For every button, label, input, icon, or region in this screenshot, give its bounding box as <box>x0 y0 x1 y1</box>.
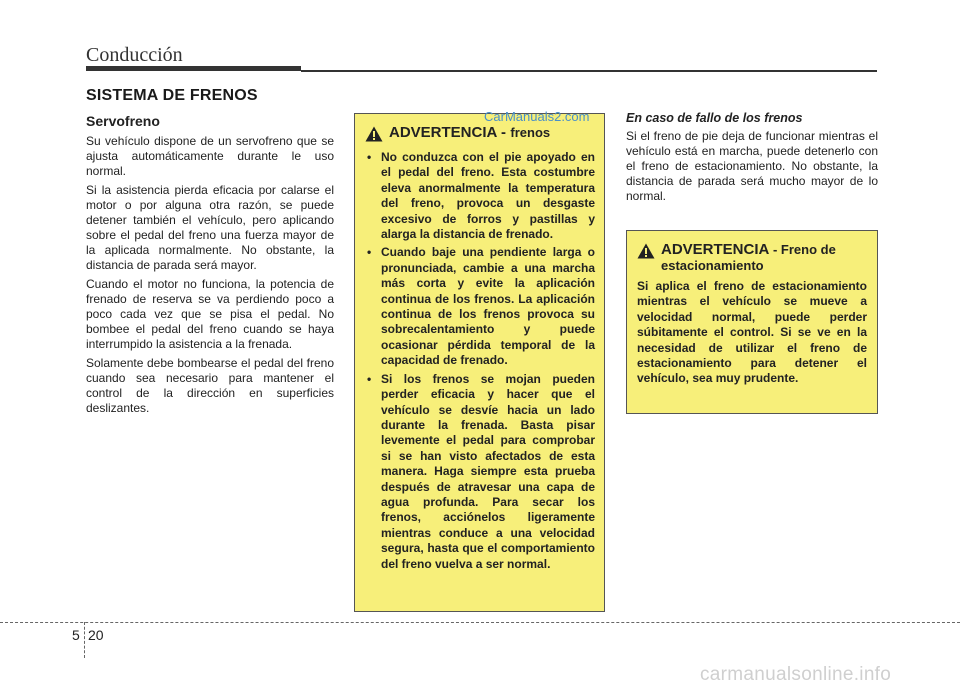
warning-header <box>637 241 867 259</box>
warning-box-frenos <box>354 113 605 612</box>
header-rule-thin <box>301 70 877 72</box>
servofreno-paragraph-2: Si la asistencia pierda eficacia por calarse el motor o por alguna otra razón, se puede detener también el vehículo, pero aplicando sobre el pedal del freno una fuerza mayor de la aplicada normalmente. No obstante, la distancia de parada será mayor. <box>86 183 334 272</box>
warning-box-freno-estacionamiento <box>626 230 878 414</box>
section-title: SISTEMA DE FRENOS <box>86 87 258 104</box>
header-rule-thick <box>86 66 301 71</box>
footer-divider <box>0 622 960 623</box>
footer-chapter-number: 5 <box>72 627 80 643</box>
servofreno-heading: Servofreno <box>86 113 160 129</box>
servofreno-paragraph-1: Su vehículo dispone de un servofreno que se ajusta automáticamente durante le uso normal. <box>86 134 334 178</box>
warning-title: ADVERTENCIA <box>661 241 769 258</box>
warning-header <box>365 124 595 142</box>
warning-bullet: • Cuando baje una pendiente larga o pronunciada, cambie a una marcha más corta y evite la aplicación continua de los frenos. La aplicación continua de los frenos provoca su sobrecalentamiento y puede ocasionar pérdida temporal de la capacidad de frenado. <box>365 245 595 368</box>
fallo-frenos-paragraph: Si el freno de pie deja de funcionar mientras el vehículo está en marcha, puede detenerlo con el freno de estacionamiento. No obstante, la distancia de parada será mucho mayor de lo normal. <box>626 129 878 203</box>
warning-bullet-list <box>365 150 595 572</box>
warning-body: Si aplica el freno de estacionamiento mientras el vehículo se mueve a velocidad normal, puede perder súbitamente el control. Si se ve en la necesidad de utilizar el freno de estacionamiento para detener el vehículo, sea muy prudente. <box>637 279 867 386</box>
chapter-title: Conducción <box>86 44 183 66</box>
warning-triangle-icon <box>637 243 655 259</box>
warning-triangle-icon <box>365 126 383 142</box>
warning-subtitle: - Freno de <box>772 242 836 257</box>
servofreno-paragraph-3: Cuando el motor no funciona, la potencia de frenado de reserva se va perdiendo poco a poco cada vez que se pisa el pedal. No bombee el pedal del freno cuando se haya interrumpido la asistencia a la frenada. <box>86 277 334 351</box>
fallo-frenos-heading: En caso de fallo de los frenos <box>626 111 803 125</box>
warning-bullet: • No conduzca con el pie apoyado en el pedal del freno. Esta costumbre eleva anormalmente la temperatura del freno, provoca un desgaste excesivo de forros y pastillas y alarga la distancia de frenado. <box>365 150 595 242</box>
warning-subtitle: frenos <box>510 125 551 140</box>
warning-subtitle-line2: estacionamiento <box>661 258 764 273</box>
footer-page-separator <box>84 622 85 658</box>
footer-page-number: 20 <box>88 627 104 643</box>
fallo-frenos-column <box>626 111 878 204</box>
site-watermark: carmanualsonline.info <box>700 664 892 685</box>
watermark-text: CarManuals2.com <box>484 109 590 124</box>
servofreno-paragraph-4: Solamente debe bombearse el pedal del freno cuando sea necesario para mantener el control de la dirección en superficies deslizantes. <box>86 356 334 415</box>
warning-title: ADVERTENCIA - <box>389 124 506 141</box>
servofreno-column <box>86 113 334 420</box>
warning-bullet: • Si los frenos se mojan pueden perder eficacia y hacer que el vehículo se desvíe hacia un lado durante la frenada. Basta pisar levemente el pedal para comprobar si se han visto afectados de esta manera. Haga siempre esta prueba después de atravesar una capa de agua profunda. Para secar los frenos, acciónelos ligeramente mientras conduce a una velocidad segura, hasta que el comportamiento del freno vuelva a ser normal. <box>365 372 595 572</box>
